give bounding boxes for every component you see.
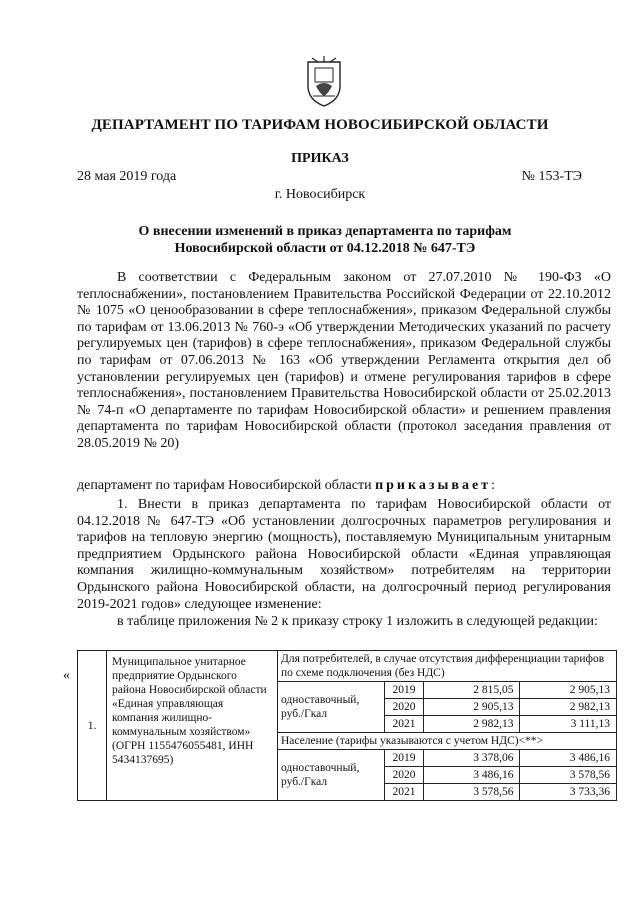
value-cell: 3 578,56 xyxy=(520,767,617,784)
section-header-population: Население (тарифы указываются с учетом НДС)<**> xyxy=(278,733,617,750)
resolution-line xyxy=(77,478,611,495)
organization-cell: Муниципальное унитарное предприятие Ордынского района Новосибирской области «Единая управляющая компания жилищно-коммунальным хозяйством» (ОГРН 1155476055481, ИНН 5434137695) xyxy=(107,651,278,801)
value-cell: 2 905,13 xyxy=(424,699,520,716)
resolution-verb: приказывает xyxy=(375,478,492,493)
value-cell: 2 905,13 xyxy=(520,682,617,699)
resolution-tail: : xyxy=(491,478,495,493)
document-date: 28 мая 2019 года xyxy=(77,169,177,184)
resolution-lead: департамент по тарифам Новосибирской области xyxy=(77,478,376,493)
value-cell: 3 486,16 xyxy=(424,767,520,784)
value-cell: 2 982,13 xyxy=(520,699,617,716)
section-header-consumers: Для потребителей, в случае отсутствия дифференциации тарифов по схеме подключения (без НДС) xyxy=(278,651,617,682)
document-type: ПРИКАЗ xyxy=(291,151,349,166)
value-cell: 2 982,13 xyxy=(424,716,520,733)
year-cell: 2020 xyxy=(385,767,424,784)
row-number: 1. xyxy=(78,651,107,801)
value-cell: 3 733,36 xyxy=(520,784,617,801)
preamble-paragraph: В соответствии с Федеральным законом от 27.07.2010 № 190-ФЗ «О теплоснабжении», постановлением Правительства Российской Федерации от 22.10.2012 № 1075 «О ценообразовании в сфере теплоснабжения», приказом Федеральной службы по тарифам от 13.06.2013 № 760-э «Об утверждении Методических указаний по расчету регулируемых цен (тарифов) в сфере теплоснабжения», приказом Федеральной службы по тарифам от 07.06.2013 № 163 «Об утверждении Регламента открытия дел об установлении регулируемых цен (тарифов) и отмене регулирования тарифов в сфере теплоснабжения», постановлением Правительства Новосибирской области от 25.02.2013 № 74-п «О департаменте по тарифам Новосибирской области» и решением правления департамента по тарифам Новосибирской области (протокол заседания правления от 28.05.2019 № 20) xyxy=(77,270,611,451)
coat-of-arms-icon xyxy=(304,56,344,108)
tariff-type-cell: одноставочный, руб./Гкал xyxy=(278,750,385,801)
value-cell: 3 378,06 xyxy=(424,750,520,767)
document-city: г. Новосибирск xyxy=(274,187,366,202)
value-cell: 3 486,16 xyxy=(520,750,617,767)
year-cell: 2021 xyxy=(385,716,424,733)
document-number: № 153-ТЭ xyxy=(521,169,582,184)
year-cell: 2021 xyxy=(385,784,424,801)
clause-1-instruction: в таблице приложения № 2 к приказу строку 1 изложить в следующей редакции: xyxy=(117,614,598,629)
value-cell: 3 578,56 xyxy=(424,784,520,801)
value-cell: 3 111,13 xyxy=(520,716,617,733)
open-quote-mark: « xyxy=(63,668,70,683)
tariff-table xyxy=(77,650,617,801)
year-cell: 2020 xyxy=(385,699,424,716)
clause-1-paragraph: 1. Внести в приказ департамента по тарифам Новосибирской области от 04.12.2018 № 647-ТЭ «Об установлении долгосрочных параметров регулирования и тарифов на тепловую энергию (мощность), поставляемую Муниципальным унитарным предприятием Ордынского района Новосибирской области «Единая управляющая компания жилищно-коммунальным хозяйством» потребителям на территории Ордынского района Новосибирской области, на долгосрочный период регулирования 2019-2021 годов» следующее изменение: xyxy=(77,497,611,612)
tariff-type-cell: одноставочный, руб./Гкал xyxy=(278,682,385,733)
year-cell: 2019 xyxy=(385,750,424,767)
department-name: ДЕПАРТАМЕНТ ПО ТАРИФАМ НОВОСИБИРСКОЙ ОБЛАСТИ xyxy=(91,117,549,133)
table-row xyxy=(78,651,617,682)
value-cell: 2 815,05 xyxy=(424,682,520,699)
document-title: О внесении изменений в приказ департамента по тарифам Новосибирской области от 04.12.2018 № 647-ТЭ xyxy=(138,224,512,256)
year-cell: 2019 xyxy=(385,682,424,699)
